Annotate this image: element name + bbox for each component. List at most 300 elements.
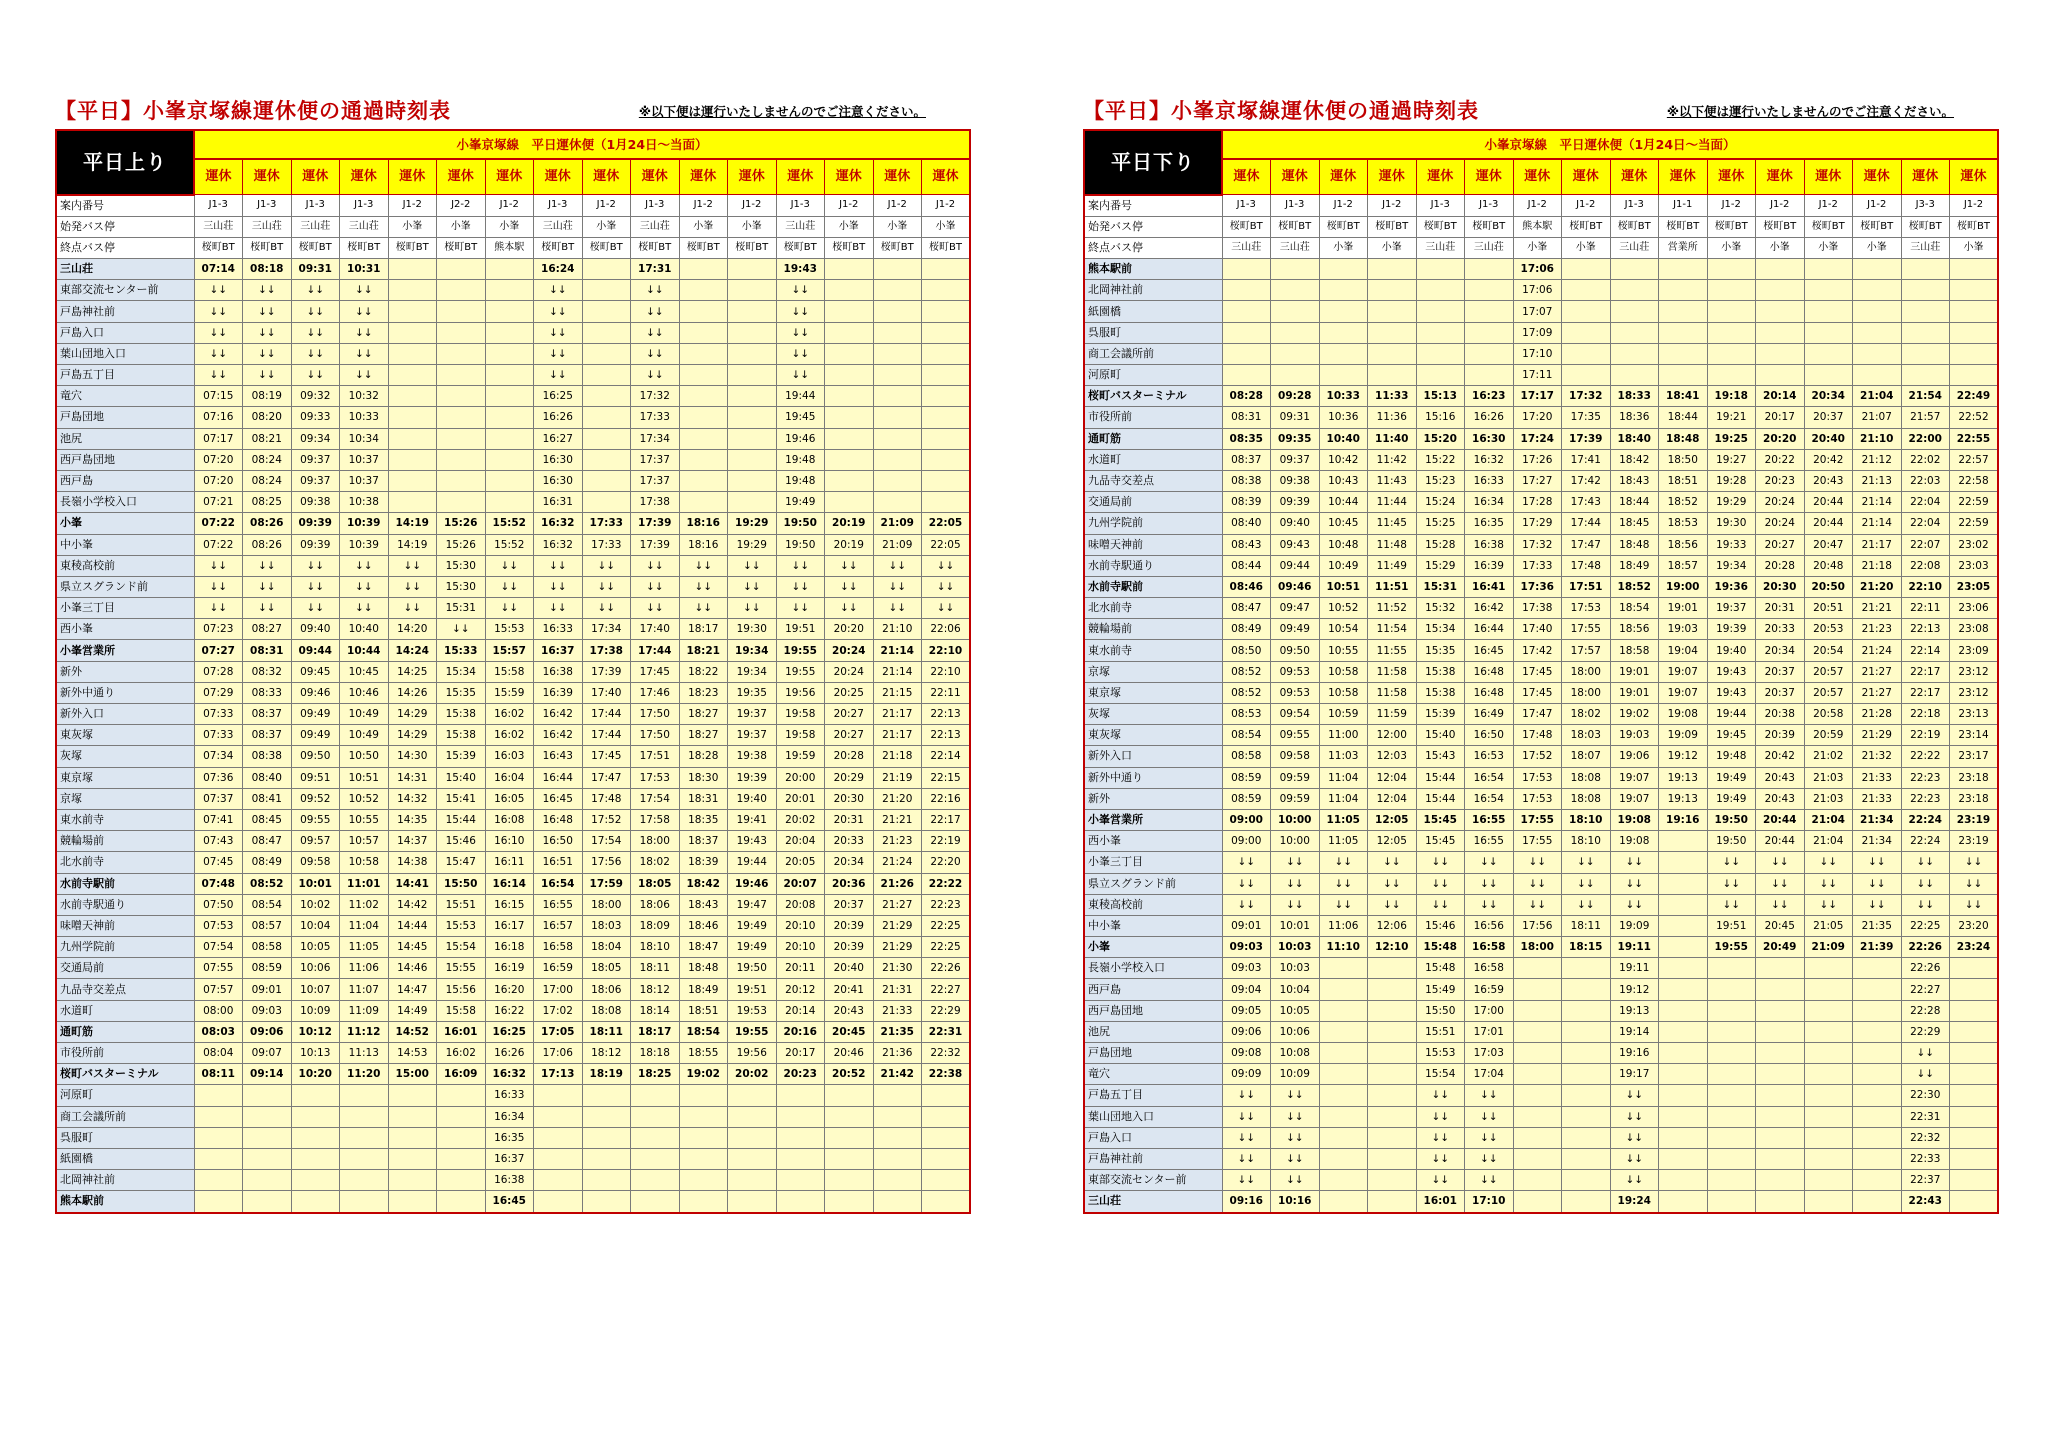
stop-name: 戸島入口	[56, 322, 194, 343]
time-cell: 10:01	[1271, 915, 1320, 936]
time-cell	[1853, 322, 1902, 343]
time-cell: 19:48	[1707, 746, 1756, 767]
time-cell: 20:34	[1756, 640, 1805, 661]
time-cell: 15:35	[1416, 640, 1465, 661]
time-cell: 19:50	[728, 958, 777, 979]
time-cell: 09:14	[243, 1064, 292, 1085]
time-cell: 08:39	[1222, 492, 1271, 513]
meta-cell: 三山荘	[243, 216, 292, 237]
time-cell	[1804, 259, 1853, 280]
time-cell	[1416, 322, 1465, 343]
stop-name: 新外入口	[56, 704, 194, 725]
meta-cell: 桜町BT	[340, 237, 389, 258]
time-cell	[728, 407, 777, 428]
time-cell: 20:27	[825, 704, 874, 725]
time-cell: 19:37	[728, 725, 777, 746]
time-cell	[340, 1191, 389, 1213]
time-cell	[340, 1148, 389, 1169]
time-cell	[1222, 259, 1271, 280]
time-cell: 16:55	[1465, 831, 1514, 852]
time-cell: 18:48	[1610, 534, 1659, 555]
time-cell: 16:59	[534, 958, 583, 979]
time-cell: ↓↓	[1610, 1106, 1659, 1127]
time-cell	[1659, 1085, 1708, 1106]
time-cell	[1659, 831, 1708, 852]
time-cell: 16:05	[485, 788, 534, 809]
time-cell	[291, 1170, 340, 1191]
meta-cell: 桜町BT	[922, 237, 971, 258]
meta-cell: 桜町BT	[582, 237, 631, 258]
time-cell: ↓↓	[1416, 1170, 1465, 1191]
time-cell: 07:36	[194, 767, 243, 788]
time-cell: 10:40	[1319, 428, 1368, 449]
meta-cell: 桜町BT	[1610, 216, 1659, 237]
stop-name: 北岡神社前	[56, 1170, 194, 1191]
time-cell	[1271, 259, 1320, 280]
time-cell: 17:47	[1513, 704, 1562, 725]
time-cell: 17:57	[1562, 640, 1611, 661]
time-cell: 17:36	[1513, 576, 1562, 597]
suspended-label: 運休	[243, 159, 292, 195]
time-cell	[922, 1106, 971, 1127]
time-cell	[873, 1085, 922, 1106]
time-cell: 16:39	[1465, 555, 1514, 576]
time-cell	[437, 1085, 486, 1106]
time-cell: 17:53	[1513, 788, 1562, 809]
time-cell	[1513, 1000, 1562, 1021]
time-cell: 11:10	[1319, 937, 1368, 958]
time-cell: 17:56	[582, 852, 631, 873]
time-cell	[194, 1191, 243, 1213]
meta-cell: J1-2	[388, 195, 437, 217]
time-cell: 20:27	[825, 725, 874, 746]
time-cell: 23:12	[1950, 661, 1999, 682]
time-cell: ↓↓	[534, 365, 583, 386]
time-cell	[388, 301, 437, 322]
time-cell: 22:11	[922, 682, 971, 703]
time-cell	[1901, 322, 1950, 343]
time-cell	[1271, 301, 1320, 322]
stop-row	[56, 767, 970, 788]
time-cell	[1271, 365, 1320, 386]
meta-cell: J1-3	[631, 195, 680, 217]
time-cell: 15:26	[437, 534, 486, 555]
time-cell	[1853, 301, 1902, 322]
time-cell	[1368, 365, 1417, 386]
time-cell: 17:42	[1513, 640, 1562, 661]
time-cell: 09:37	[291, 470, 340, 491]
time-cell: 22:23	[1901, 767, 1950, 788]
time-cell: 17:54	[582, 831, 631, 852]
time-cell	[1416, 301, 1465, 322]
time-cell	[1950, 1021, 1999, 1042]
time-cell: ↓↓	[1610, 894, 1659, 915]
time-cell: 08:44	[1222, 555, 1271, 576]
time-cell: 22:03	[1901, 470, 1950, 491]
meta-cell: 小峯	[388, 216, 437, 237]
time-cell	[1368, 1064, 1417, 1085]
time-cell	[582, 470, 631, 491]
time-cell: 15:26	[437, 513, 486, 534]
stop-row	[56, 979, 970, 1000]
suspended-label: 運休	[1271, 159, 1320, 195]
time-cell: 20:52	[825, 1064, 874, 1085]
time-cell	[873, 470, 922, 491]
time-cell: 22:14	[922, 746, 971, 767]
time-cell: 11:55	[1368, 640, 1417, 661]
suspended-label: 運休	[1659, 159, 1708, 195]
time-cell	[388, 259, 437, 280]
time-cell: 19:30	[1707, 513, 1756, 534]
time-cell: ↓↓	[340, 322, 389, 343]
time-cell: ↓↓	[534, 322, 583, 343]
time-cell: ↓↓	[1222, 1085, 1271, 1106]
meta-cell: J1-3	[776, 195, 825, 217]
time-cell	[1950, 1064, 1999, 1085]
time-cell: 08:33	[243, 682, 292, 703]
time-cell	[1804, 1043, 1853, 1064]
time-cell: 22:25	[1901, 915, 1950, 936]
time-cell: 09:31	[1271, 407, 1320, 428]
time-cell: ↓↓	[679, 598, 728, 619]
time-cell: 22:59	[1950, 513, 1999, 534]
time-cell	[1513, 979, 1562, 1000]
time-cell	[1707, 1106, 1756, 1127]
stop-row	[56, 682, 970, 703]
time-cell: 09:09	[1222, 1064, 1271, 1085]
time-cell: 19:29	[728, 513, 777, 534]
time-cell: 18:49	[1610, 555, 1659, 576]
time-cell: 23:08	[1950, 619, 1999, 640]
time-cell: 19:11	[1610, 937, 1659, 958]
time-cell: ↓↓	[1465, 1106, 1514, 1127]
time-cell	[194, 1106, 243, 1127]
time-cell: 08:18	[243, 259, 292, 280]
route-title: 小峯京塚線 平日運休便（1月24日～当面）	[1222, 130, 1998, 159]
time-cell	[679, 407, 728, 428]
time-cell: 15:54	[1416, 1064, 1465, 1085]
time-cell: 10:33	[1319, 386, 1368, 407]
time-cell: 07:54	[194, 937, 243, 958]
time-cell: 21:12	[1853, 449, 1902, 470]
time-cell: 10:49	[340, 704, 389, 725]
time-cell: ↓↓	[243, 555, 292, 576]
time-cell	[1562, 1127, 1611, 1148]
time-cell: 09:37	[291, 449, 340, 470]
stop-row	[1084, 1000, 1998, 1021]
time-cell: 09:06	[243, 1021, 292, 1042]
time-cell	[1707, 1191, 1756, 1213]
stop-name: 県立スグランド前	[1084, 873, 1222, 894]
time-cell: ↓↓	[631, 343, 680, 364]
time-cell	[534, 1106, 583, 1127]
time-cell: 17:33	[1513, 555, 1562, 576]
time-cell: 16:26	[534, 407, 583, 428]
time-cell	[873, 492, 922, 513]
time-cell: ↓↓	[534, 301, 583, 322]
time-cell	[1950, 301, 1999, 322]
time-cell	[679, 1170, 728, 1191]
time-cell	[873, 1191, 922, 1213]
time-cell	[1513, 1021, 1562, 1042]
time-cell: 15:55	[437, 958, 486, 979]
stop-name: 商工会議所前	[56, 1106, 194, 1127]
time-cell: 18:09	[631, 915, 680, 936]
time-cell: 19:07	[1659, 661, 1708, 682]
time-cell	[922, 365, 971, 386]
time-cell	[1610, 259, 1659, 280]
stop-name: 新外中通り	[1084, 767, 1222, 788]
time-cell: ↓↓	[1368, 894, 1417, 915]
time-cell: 18:47	[679, 937, 728, 958]
time-cell	[1804, 958, 1853, 979]
time-cell: 15:58	[485, 661, 534, 682]
time-cell: 18:22	[679, 661, 728, 682]
time-cell: ↓↓	[1853, 894, 1902, 915]
time-cell: 09:16	[1222, 1191, 1271, 1213]
time-cell: 16:55	[534, 894, 583, 915]
suspended-label: 運休	[340, 159, 389, 195]
time-cell: 20:40	[825, 958, 874, 979]
time-cell	[243, 1191, 292, 1213]
time-cell: 16:42	[1465, 598, 1514, 619]
time-cell: ↓↓	[631, 301, 680, 322]
stop-row	[56, 788, 970, 809]
time-cell	[1756, 259, 1805, 280]
time-cell: 14:32	[388, 788, 437, 809]
time-cell: 22:32	[1901, 1127, 1950, 1148]
time-cell: 17:32	[1562, 386, 1611, 407]
time-cell: 21:24	[1853, 640, 1902, 661]
time-cell	[1465, 322, 1514, 343]
time-cell: 21:42	[873, 1064, 922, 1085]
stop-row	[56, 534, 970, 555]
time-cell	[1368, 259, 1417, 280]
time-cell: 10:48	[1319, 534, 1368, 555]
time-cell	[1804, 1148, 1853, 1169]
time-cell	[922, 492, 971, 513]
time-cell	[873, 1127, 922, 1148]
time-cell	[1853, 979, 1902, 1000]
meta-cell: 小峯	[1707, 237, 1756, 258]
time-cell: ↓↓	[1950, 852, 1999, 873]
time-cell: ↓↓	[534, 343, 583, 364]
time-cell: 11:51	[1368, 576, 1417, 597]
stop-name: 東稜高校前	[56, 555, 194, 576]
time-cell: 07:55	[194, 958, 243, 979]
meta-cell: 三山荘	[1901, 237, 1950, 258]
time-cell: ↓↓	[1756, 852, 1805, 873]
time-cell: 08:41	[243, 788, 292, 809]
time-cell: 18:44	[1659, 407, 1708, 428]
time-cell: 22:17	[1901, 682, 1950, 703]
time-cell: 16:45	[534, 788, 583, 809]
time-cell: 15:32	[1416, 598, 1465, 619]
time-cell: ↓↓	[1222, 1106, 1271, 1127]
time-cell: 10:57	[340, 831, 389, 852]
time-cell: 19:55	[776, 640, 825, 661]
stop-row	[1084, 386, 1998, 407]
time-cell	[243, 1127, 292, 1148]
time-cell: 07:48	[194, 873, 243, 894]
stop-name: 味噌天神前	[1084, 534, 1222, 555]
time-cell: ↓↓	[340, 555, 389, 576]
time-cell: 15:23	[1416, 470, 1465, 491]
time-cell	[485, 449, 534, 470]
time-cell: 17:55	[1513, 809, 1562, 830]
route-title: 小峯京塚線 平日運休便（1月24日～当面）	[194, 130, 970, 159]
meta-cell: 三山荘	[291, 216, 340, 237]
time-cell	[679, 470, 728, 491]
time-cell: 17:44	[1562, 513, 1611, 534]
time-cell: ↓↓	[1222, 1170, 1271, 1191]
time-cell	[1513, 1170, 1562, 1191]
time-cell	[776, 1127, 825, 1148]
time-cell	[825, 322, 874, 343]
time-cell: 10:49	[1319, 555, 1368, 576]
time-cell	[1756, 1085, 1805, 1106]
time-cell: 15:29	[1416, 555, 1465, 576]
time-cell: 20:42	[1804, 449, 1853, 470]
time-cell: 17:44	[582, 725, 631, 746]
time-cell	[873, 407, 922, 428]
time-cell: ↓↓	[873, 576, 922, 597]
time-cell: 19:43	[776, 259, 825, 280]
time-cell: ↓↓	[1562, 894, 1611, 915]
time-cell: 16:02	[485, 704, 534, 725]
time-cell: 17:24	[1513, 428, 1562, 449]
time-cell: ↓↓	[1222, 852, 1271, 873]
stop-row	[1084, 619, 1998, 640]
time-cell: 08:54	[1222, 725, 1271, 746]
time-cell	[1853, 1064, 1902, 1085]
time-cell: 18:00	[1562, 682, 1611, 703]
time-cell: 07:33	[194, 725, 243, 746]
stop-row	[1084, 1170, 1998, 1191]
time-cell: 10:06	[291, 958, 340, 979]
meta-cell: 桜町BT	[534, 237, 583, 258]
time-cell: 19:58	[776, 704, 825, 725]
stop-row	[1084, 301, 1998, 322]
meta-cell: 三山荘	[194, 216, 243, 237]
time-cell: 14:20	[388, 619, 437, 640]
time-cell: ↓↓	[1901, 894, 1950, 915]
meta-cell: J1-2	[728, 195, 777, 217]
time-cell: 17:03	[1465, 1043, 1514, 1064]
time-cell: ↓↓	[728, 576, 777, 597]
time-cell	[1756, 365, 1805, 386]
time-cell: 17:48	[1562, 555, 1611, 576]
stop-name: 河原町	[56, 1085, 194, 1106]
time-cell: 23:05	[1950, 576, 1999, 597]
meta-cell: 熊本駅	[485, 237, 534, 258]
time-cell: ↓↓	[1222, 873, 1271, 894]
stop-name: 東部交流センター前	[1084, 1170, 1222, 1191]
time-cell: ↓↓	[194, 343, 243, 364]
stop-row	[56, 301, 970, 322]
time-cell: 21:17	[873, 725, 922, 746]
stop-name: 市役所前	[1084, 407, 1222, 428]
time-cell: 22:17	[1901, 661, 1950, 682]
time-cell: 22:43	[1901, 1191, 1950, 1213]
time-cell	[1368, 958, 1417, 979]
time-cell: 10:52	[1319, 598, 1368, 619]
time-cell	[1319, 958, 1368, 979]
time-cell: ↓↓	[825, 576, 874, 597]
stop-row	[56, 852, 970, 873]
time-cell: 19:16	[1610, 1043, 1659, 1064]
time-cell: 19:07	[1610, 788, 1659, 809]
time-cell	[1271, 280, 1320, 301]
time-cell: 10:13	[291, 1043, 340, 1064]
time-cell: 22:15	[922, 767, 971, 788]
time-cell: 16:04	[485, 767, 534, 788]
time-cell	[1513, 1106, 1562, 1127]
time-cell: 19:04	[1659, 640, 1708, 661]
time-cell	[1707, 280, 1756, 301]
time-cell: 22:13	[1901, 619, 1950, 640]
time-cell: 10:50	[340, 746, 389, 767]
stop-row	[1084, 322, 1998, 343]
stop-name: 通町筋	[1084, 428, 1222, 449]
time-cell	[485, 343, 534, 364]
meta-cell: J1-3	[243, 195, 292, 217]
time-cell: 07:21	[194, 492, 243, 513]
stop-name: 熊本駅前	[56, 1191, 194, 1213]
time-cell: 18:35	[679, 809, 728, 830]
stop-name: 水前寺駅前	[56, 873, 194, 894]
time-cell	[1756, 1127, 1805, 1148]
time-cell: 18:23	[679, 682, 728, 703]
time-cell: 20:30	[825, 788, 874, 809]
stop-name: 西戸島	[1084, 979, 1222, 1000]
meta-cell: J1-2	[1368, 195, 1417, 217]
time-cell: 18:16	[679, 513, 728, 534]
time-cell: 10:05	[1271, 1000, 1320, 1021]
time-cell	[1562, 1191, 1611, 1213]
time-cell: 20:44	[1756, 831, 1805, 852]
time-cell	[485, 470, 534, 491]
time-cell	[1465, 280, 1514, 301]
time-cell: 08:31	[1222, 407, 1271, 428]
time-cell	[437, 470, 486, 491]
time-cell: 10:34	[340, 428, 389, 449]
time-cell: 19:34	[728, 661, 777, 682]
time-cell	[1513, 1085, 1562, 1106]
time-cell: 21:14	[1853, 513, 1902, 534]
time-cell: 21:33	[1853, 788, 1902, 809]
meta-row	[56, 237, 970, 258]
time-cell: 18:17	[679, 619, 728, 640]
suspended-label: 運休	[1804, 159, 1853, 195]
time-cell: 16:37	[485, 1148, 534, 1169]
time-cell: 22:32	[922, 1043, 971, 1064]
stop-row	[56, 1043, 970, 1064]
meta-cell: J1-2	[1950, 195, 1999, 217]
time-cell: 20:34	[1804, 386, 1853, 407]
suspended-label: 運休	[534, 159, 583, 195]
time-cell: 18:48	[679, 958, 728, 979]
time-cell	[1659, 873, 1708, 894]
time-cell: ↓↓	[1901, 852, 1950, 873]
time-cell: 19:09	[1610, 915, 1659, 936]
time-cell	[1950, 1085, 1999, 1106]
stop-row	[56, 1106, 970, 1127]
time-cell: ↓↓	[291, 301, 340, 322]
stop-name: 竜穴	[1084, 1064, 1222, 1085]
time-cell	[1853, 1043, 1902, 1064]
time-cell: 17:46	[631, 682, 680, 703]
